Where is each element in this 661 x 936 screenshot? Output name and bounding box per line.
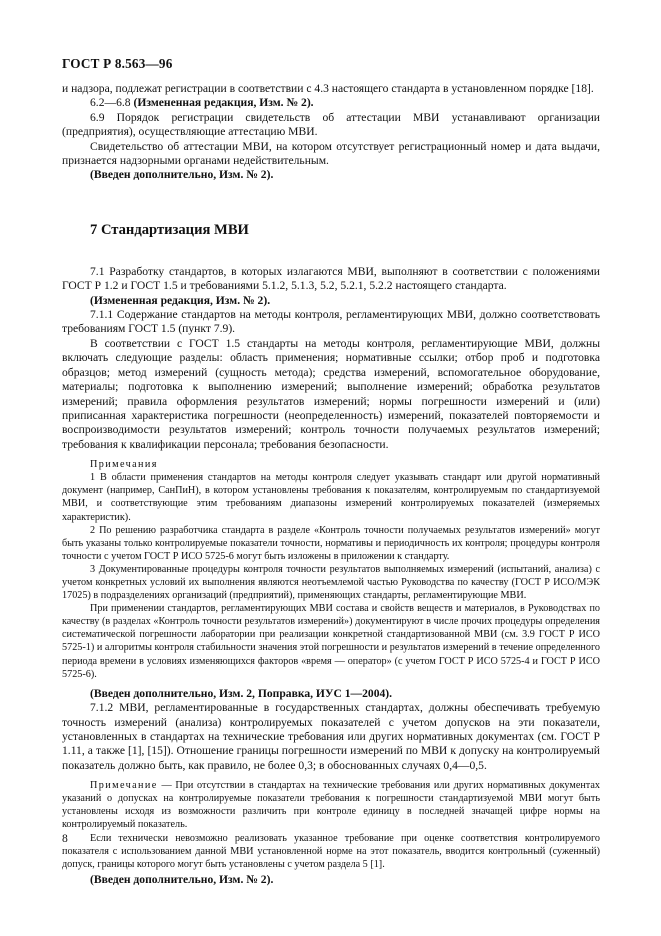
paragraph-certificate: Свидетельство об аттестации МВИ, на котором отсутствует регистрационный номер и дата выдачи, признается надзорными органами недействительным. <box>62 139 600 168</box>
paragraph-7-1-2: 7.1.2 МВИ, регламентированные в государственных стандартах, должны обеспечивать требуемую точность измерений (анализа) контролируемых показателей с учетом допусков на эти показатели, установленных в стандартах на технические требования или других нормативных документах (см. ГОСТ Р 1.11, а также [1], [15]). Отношение границы погрешности измерений по МВИ к допуску на контролируемый показатель должно быть, как правило, не более 0,3; в обоснованных случаях 0,4—0,5. <box>62 701 600 772</box>
document-code-header: ГОСТ Р 8.563—96 <box>62 56 173 71</box>
note-3-continuation: При применении стандартов, регламентирующих МВИ состава и свойств веществ и материалов, в Руководствах по качеству (в разделах «Контроль точности результатов измерений») документируют в числе прочих процедуры определения систематической погрешности лаборатории при реализации конкретной стандартизованной МВИ (см. 3.9 ГОСТ Р ИСО 5725-1) и алгоритмы контроля стабильности значения этой погрешности и результатов измерений в течение определенного периода времени в условиях изменяющихся факторов «время — оператор» (с учетом ГОСТ Р ИСО 5725-4 и ГОСТ Р ИСО 5725-6). <box>62 603 600 680</box>
note-continuation: Если технически невозможно реализовать указанное требование при оценке соответствия контролируемого показателя с использованием данной МВИ установленной норме на этот показатель, вводится контрольный (суженный) допуск, границы которого могут быть установлены с учетом раздела 5 [1]. <box>62 832 600 870</box>
amendment-note: (Измененная редакция, Изм. № 2). <box>90 293 271 307</box>
note-3: 3 Документированные процедуры контроля точности результатов выполняемых измерений (испытаний, анализа) с учетом конкретных условий их выполнения являются неотъемлемой частью Руководства по качеству (ГОСТ Р ИСО/МЭК 17025) в подразделениях организаций (предприятий), применяющих стандарты, регламентирующие МВИ. <box>62 563 600 602</box>
paragraph-6-2-6-8 <box>62 96 600 110</box>
note-text: — При отсутствии в стандартах на технические требования или других нормативных документах указаний о допусках на контролируемые показатели требования к погрешности стандартизуемой МВИ могут быть установлены исходя из возможности различить при контроле единицу в последней значащей цифре нормы на контролируемый показатель. <box>62 780 600 831</box>
note-2: 2 По решению разработчика стандарта в разделе «Контроль точности получаемых результатов измерений» могут быть указаны только контролируемые показатели точности, нормативы и периодичность их контроля; процедуры контроля точности с учетом ГОСТ Р ИСО 5725-6 могут быть изложены в приложении к стандарту. <box>62 524 600 562</box>
amendment-note: (Введен дополнительно, Изм. № 2). <box>90 872 274 886</box>
section-title: 7 Стандартизация МВИ <box>90 221 249 238</box>
paragraph-7-1: 7.1 Разработку стандартов, в которых излагаются МВИ, выполняют в соответствии с положениями ГОСТ Р 1.2 и ГОСТ 1.5 и требованиями 5.1.2, 5.1.3, 5.2, 5.2.1, 5.2.2 настоящего стандарта. <box>62 264 600 293</box>
note-label: Примечание <box>90 780 158 792</box>
document-body <box>62 82 600 887</box>
paragraph-continuation: и надзора, подлежат регистрации в соответствии с 4.3 настоящего стандарта в установленном порядке [18]. <box>62 82 594 95</box>
paragraph-7-1-1: 7.1.1 Содержание стандартов на методы контроля, регламентирующих МВИ, должно соответствовать требованиям ГОСТ 1.5 (пункт 7.9). <box>62 308 600 336</box>
paragraph-6-9: 6.9 Порядок регистрации свидетельств об аттестации МВИ устанавливают организации (предприятия), осуществляющие аттестацию МВИ. <box>62 110 600 139</box>
notes-heading: Примечания <box>90 459 158 471</box>
note-single <box>62 779 600 831</box>
amendment-note: (Введен дополнительно, Изм. № 2). <box>90 168 274 182</box>
paragraph-sections-list: В соответствии с ГОСТ 1.5 стандарты на методы контроля, регламентирующие МВИ, должны включать следующие разделы: область применения; нормативные ссылки; отбор проб и подготовка образцов; метод измерений (сущность метода); средства измерений, вспомогательное оборудование, материалы; подготовка к выполнению измерений; выполнение измерений; обработка результатов измерений; правила оформления результатов измерений; нормы погрешности измерений и (или) приписанная характеристика погрешности (неопределенность) измерений, показателей повторяемости и воспроизводимости результатов измерений; контроль точности получаемых результатов измерений; требования к квалификации персонала; требования безопасности. <box>62 336 600 451</box>
page-number: 8 <box>62 832 68 845</box>
clause-number: 6.2—6.8 <box>90 96 131 110</box>
amendment-note: (Измененная редакция, Изм. № 2). <box>133 96 314 110</box>
note-1: 1 В области применения стандартов на методы контроля следует указывать стандарт или другой нормативный документ (например, СанПиН), в котором установлены требования к показателям, контролируемым по стандартизуемой МВИ, и соответствующие этим требованиям диапазоны измерений контролируемых показателей (измеряемых характеристик). <box>62 472 600 523</box>
amendment-note: (Введен дополнительно, Изм. 2, Поправка, ИУС 1—2004). <box>90 686 393 700</box>
